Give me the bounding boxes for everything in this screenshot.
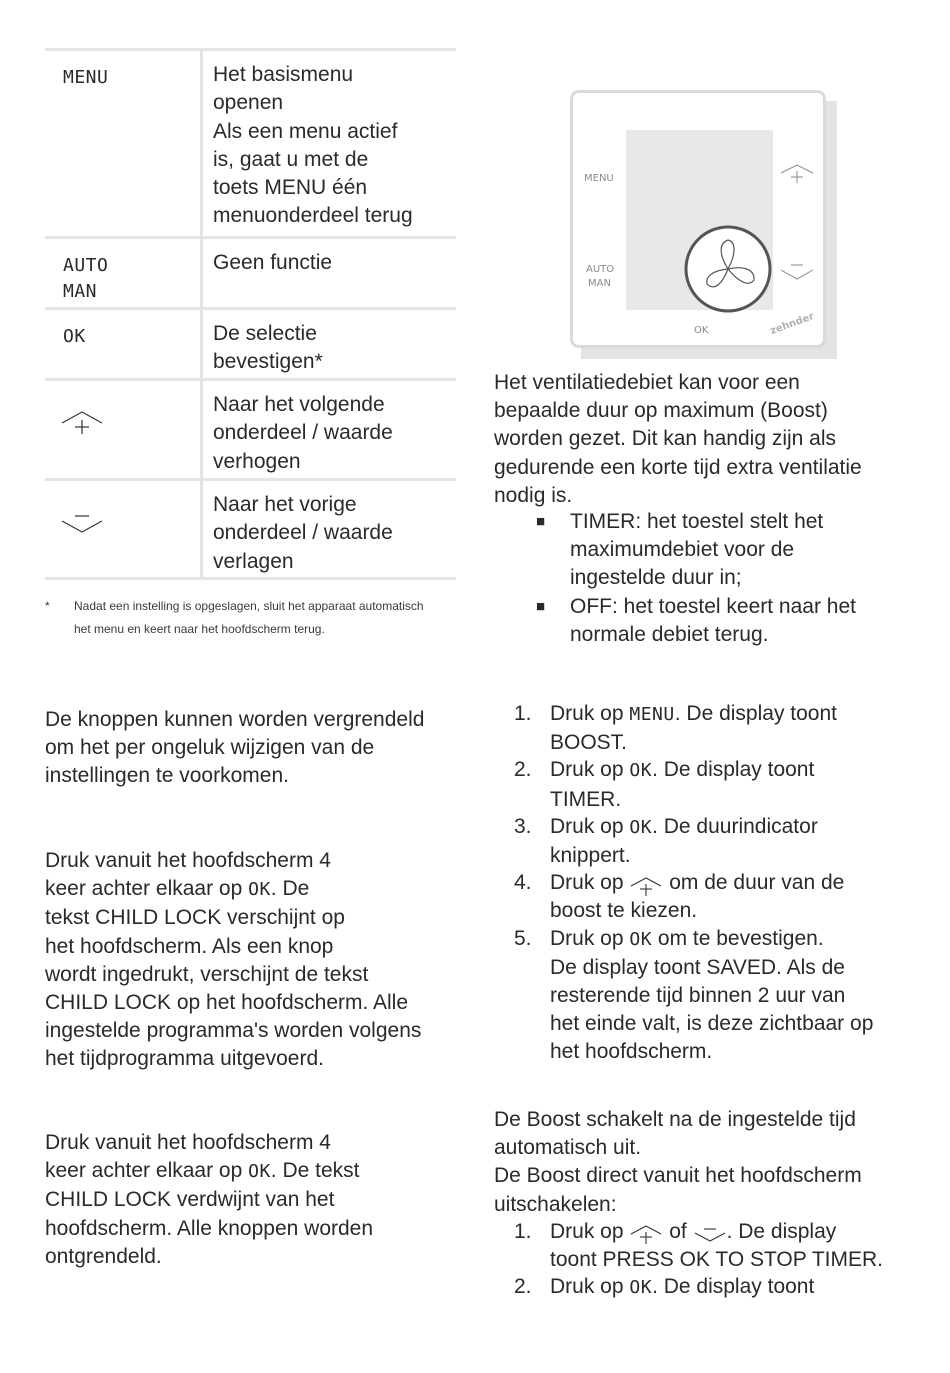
list-item: ■ TIMER: het toestel stelt het maximumdebiet voor de ingestelde duur in; [536, 508, 896, 593]
key-label-menu: MENU [63, 67, 109, 88]
step-item: 4. Druk op om de duur van de boost te kiezen. [514, 871, 845, 923]
footnote-text: Nadat een instelling is opgeslagen, sluit het apparaat automatisch het menu en keert naar het hoofdscherm terug. [74, 599, 424, 636]
key-menu: MENU [629, 704, 675, 725]
down-minus-icon [693, 1221, 727, 1243]
device-auto-label: AUTO [586, 264, 615, 275]
boost-options-list [536, 508, 896, 649]
up-plus-icon [629, 1220, 663, 1244]
key-ok: OK [629, 816, 653, 838]
footnote-mark: * [45, 599, 50, 613]
child-lock-activate: Druk vanuit het hoofdscherm 4 keer achter elkaar op OK. De tekst CHILD LOCK verschijnt op het hoofdscherm. Als een knop wordt ingedrukt, verschijnt de tekst CHILD LOCK op het hoofdscherm. Alle ingestelde programma's worden volgens het tijdprogramma uitgevoerd. [45, 849, 422, 1071]
step-item: 2. Druk op OK. De display toont [514, 1275, 815, 1299]
table-row [45, 236, 456, 307]
key-ok: OK [248, 879, 271, 901]
up-plus-icon [629, 872, 663, 896]
child-lock-deactivate: Druk vanuit het hoofdscherm 4 keer achter elkaar op OK. De tekst CHILD LOCK verdwijnt van het hoofdscherm. Alle knoppen worden ontgrendeld. [45, 1131, 374, 1268]
device-menu-label: MENU [584, 173, 614, 184]
key-description: Het basismenu openen Als een menu actief is, gaat u met de toets MENU één menuonderdeel terug [213, 63, 413, 228]
key-label-ok: OK [63, 326, 86, 347]
step-item: 1. Druk op of . De display toont PRESS OK TO STOP TIMER. [514, 1220, 884, 1272]
device-man-label: MAN [588, 278, 611, 289]
key-description: Naar het vorige onderdeel / waarde verlagen [213, 493, 393, 573]
key-ok: OK [629, 1277, 653, 1299]
step-item: 3. Druk op OK. De duurindicator knippert. [514, 814, 818, 868]
device-ok-label: OK [694, 325, 709, 336]
boost-steps [494, 700, 914, 1067]
key-ok: OK [629, 760, 653, 782]
table-row [45, 478, 456, 580]
up-plus-icon [60, 409, 104, 437]
key-description: De selectie bevestigen* [213, 322, 323, 374]
key-function-table [45, 48, 456, 580]
list-item: ■ OFF: het toestel keert naar het normale debiet terug. [536, 593, 896, 649]
boost-intro: Het ventilatiedebiet kan voor een bepaalde duur op maximum (Boost) worden gezet. Dit kan handig zijn als gedurende een korte tijd extra ventilatie nodig is. [494, 371, 862, 507]
step-item: 2. Druk op OK. De display toont TIMER. [514, 758, 815, 811]
device-up-plus-icon [779, 163, 815, 185]
child-lock-intro: De knoppen kunnen worden vergrendeld om het per ongeluk wijzigen van de instellingen te voorkomen. [45, 708, 425, 788]
key-description: Naar het volgende onderdeel / waarde verhogen [213, 393, 393, 473]
device-down-minus-icon [779, 262, 815, 282]
table-row [45, 378, 456, 478]
device-dial-fan-icon [681, 222, 775, 316]
table-row [45, 48, 456, 236]
key-ok: OK [629, 928, 653, 950]
step-item: 5. Druk op OK om te bevestigen. De display toont SAVED. Als de resterende tijd binnen 2 uur van het einde valt, is deze zichtbaar op het hoofdscherm. [514, 926, 874, 1064]
device-illustration [570, 90, 826, 348]
down-minus-icon [60, 511, 104, 535]
key-description: Geen functie [213, 251, 333, 274]
boost-stop-steps [494, 1218, 914, 1303]
boost-end-text: De Boost schakelt na de ingestelde tijd automatisch uit. De Boost direct vanuit het hoofdscherm uitschakelen: [494, 1108, 862, 1216]
table-row [45, 307, 456, 378]
step-item: 1. Druk op MENU. De display toont BOOST. [514, 702, 837, 755]
key-label-auto-man: AUTO MAN [63, 255, 109, 302]
brand-logo: zehnder [768, 311, 816, 338]
key-ok: OK [248, 1161, 271, 1183]
